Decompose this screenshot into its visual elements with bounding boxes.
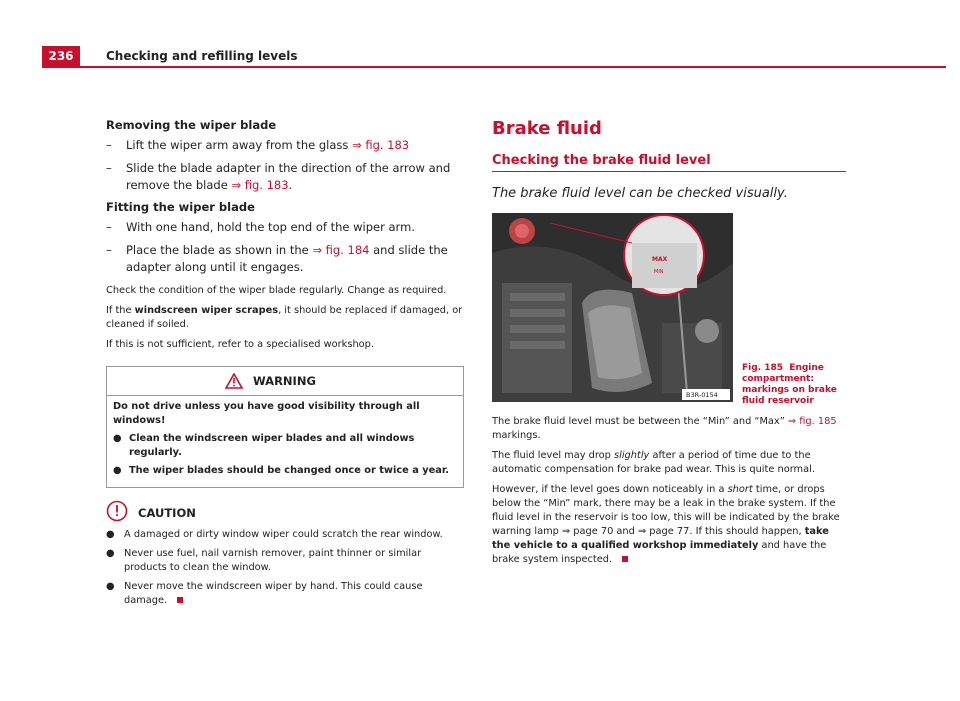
paragraph-level: The brake fluid level must be between the “Min” and “Max” ⇒ fig. 185 markings. <box>492 416 837 441</box>
fig-183-link[interactable]: ⇒ fig. 183 <box>352 138 410 152</box>
warning-header <box>107 367 463 396</box>
min-label: MIN <box>654 269 664 275</box>
remove-step-2 <box>106 160 464 194</box>
caution-item-1: ● A damaged or dirty window wiper could scratch the rear window. <box>106 529 443 540</box>
caution-list <box>106 528 464 608</box>
caution-header <box>106 500 464 522</box>
fit-step-1 <box>106 219 464 236</box>
dash: – <box>106 220 112 234</box>
warning-bullet-2: ● The wiper blades should be changed once or twice a year. <box>113 465 450 476</box>
caution-item-3: ● Never move the windscreen wiper by hand. This could cause damage. <box>106 581 423 606</box>
remove-heading: Removing the wiper blade <box>106 118 277 132</box>
step-text: With one hand, hold the top end of the wiper arm. <box>126 220 415 234</box>
warning-triangle-icon <box>225 373 243 393</box>
figure-row <box>492 213 848 407</box>
fig-183-link[interactable]: ⇒ fig. 183 <box>231 178 289 192</box>
paragraph-drop: The fluid level may drop slightly after a period of time due to the automatic compensation for brake pad wear. This is quite normal. <box>492 450 815 475</box>
warning-title: WARNING <box>253 374 316 388</box>
remove-step-1 <box>106 137 464 154</box>
warning-bullet-1: ● Clean the windscreen wiper blades and all windows regularly. <box>113 433 415 458</box>
engine-compartment-image <box>492 213 733 402</box>
warning-line: Do not drive unless you have good visibility through all windows! <box>113 401 420 426</box>
max-label: MAX <box>652 256 668 263</box>
step-text: Slide the blade adapter in the direction of the arrow and remove the blade <box>126 161 451 192</box>
dash: – <box>106 243 112 257</box>
dash: – <box>106 161 112 175</box>
fig-184-link[interactable]: ⇒ fig. 184 <box>312 243 370 257</box>
bold-scrapes: windscreen wiper scrapes <box>134 305 279 316</box>
paragraph-workshop: If this is not sufficient, refer to a specialised workshop. <box>106 339 374 350</box>
page-number: 236 <box>42 46 80 66</box>
fig-185-link[interactable]: ⇒ fig. 185 <box>787 416 837 427</box>
step-text: Place the blade as shown in the <box>126 243 313 257</box>
caution-title: CAUTION <box>138 506 196 520</box>
lead-text: The brake fluid level can be checked visually. <box>492 186 788 201</box>
figure-code: B3R-0154 <box>686 391 718 399</box>
right-column <box>492 118 848 573</box>
figure-caption: Fig. 185 Engine compartment: markings on brake fluid reservoir <box>742 363 837 406</box>
paragraph-scrapes: If the windscreen wiper scrapes, it should be replaced if damaged, or cleaned if soiled. <box>106 305 463 330</box>
step-end: and slide the adapter along until it engages. <box>126 243 448 274</box>
fit-step-2 <box>106 242 464 276</box>
caution-exclamation-icon <box>106 500 128 526</box>
fit-heading: Fitting the wiper blade <box>106 200 255 214</box>
warning-body <box>107 396 463 487</box>
subsection-title: Checking the brake fluid level <box>492 153 846 172</box>
step-text: Lift the wiper arm away from the glass <box>126 138 353 152</box>
caution-item-2: ● Never use fuel, nail varnish remover, paint thinner or similar products to clean the window. <box>106 548 422 573</box>
paragraph-check: Check the condition of the wiper blade regularly. Change as required. <box>106 285 447 296</box>
page-title: Checking and refilling levels <box>106 49 298 63</box>
section-end-mark <box>177 597 183 603</box>
section-end-mark <box>622 556 628 562</box>
paragraph-leak: However, if the level goes down noticeably in a short time, or drops below the “Min” mark, there may be a leak in the brake system. If the fluid level in the reservoir is too low, this will be indicated by the brake warning lamp ⇒ page 70 and ⇒ page 77. If this should happen, take the vehicle to a qualified workshop immediately and have the brake system inspected. <box>492 484 840 565</box>
section-title: Brake fluid <box>492 118 602 139</box>
warning-box <box>106 366 464 488</box>
step-end: . <box>288 178 293 192</box>
left-column <box>106 118 464 613</box>
dash: – <box>106 138 112 152</box>
